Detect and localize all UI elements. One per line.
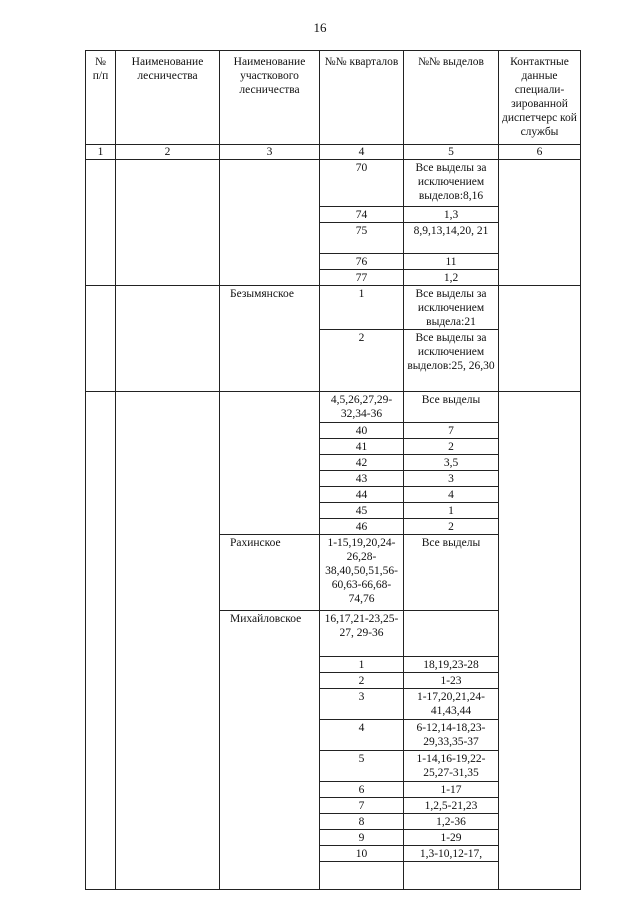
vydel-cell: 18,19,23-28 (404, 657, 499, 673)
vydel-cell: 1,3 (404, 207, 499, 223)
vydel-cell: 2 (404, 439, 499, 455)
kvartal-cell: 16,17,21-23,25-27, 29-36 (320, 611, 404, 657)
vydel-cell: 1-23 (404, 673, 499, 689)
lesnichestvo-cell (116, 286, 220, 392)
table-row (86, 392, 581, 423)
kvartal-cell: 43 (320, 471, 404, 487)
column-number: 6 (499, 145, 581, 160)
kvartal-cell: 4 (320, 720, 404, 751)
kvartal-cell: 10 (320, 846, 404, 862)
kvartal-cell: 45 (320, 503, 404, 519)
table-header-row (86, 51, 581, 145)
vydel-cell: 1,3-10,12-17, (404, 846, 499, 862)
vydel-cell: 1 (404, 503, 499, 519)
kvartal-cell: 41 (320, 439, 404, 455)
vydel-cell: Все выделы за исключением выдела:21 (404, 286, 499, 330)
vydel-cell: Все выделы (404, 392, 499, 423)
vydel-cell: 7 (404, 423, 499, 439)
header-cell: Наименование участкового лесничества (220, 51, 320, 145)
header-cell: Наименование лесничества (116, 51, 220, 145)
kvartal-cell: 1-15,19,20,24-26,28-38,40,50,51,56-60,63-66,68-74,76 (320, 535, 404, 611)
kvartal-cell: 7 (320, 798, 404, 814)
kvartal-cell: 77 (320, 270, 404, 286)
kvartal-cell: 44 (320, 487, 404, 503)
vydel-cell: 4 (404, 487, 499, 503)
uch-lesnichestvo-name: Рахинское (220, 535, 320, 611)
vydel-cell: Все выделы за исключением выделов:25, 26,30 (404, 330, 499, 392)
kvartal-cell (320, 862, 404, 890)
column-number: 2 (116, 145, 220, 160)
kvartal-cell: 75 (320, 223, 404, 254)
kvartal-cell: 2 (320, 330, 404, 392)
lesnichestvo-cell (116, 160, 220, 286)
num-cell (86, 160, 116, 286)
forestry-table (85, 50, 581, 890)
num-cell (86, 286, 116, 392)
kvartal-cell: 6 (320, 782, 404, 798)
contact-cell (499, 286, 581, 392)
kvartal-cell: 46 (320, 519, 404, 535)
kvartal-cell: 4,5,26,27,29-32,34-36 (320, 392, 404, 423)
page-number: 16 (313, 20, 327, 35)
kvartal-cell: 2 (320, 673, 404, 689)
vydel-cell: 3,5 (404, 455, 499, 471)
kvartal-cell: 74 (320, 207, 404, 223)
vydel-cell: 1-17,20,21,24-41,43,44 (404, 689, 499, 720)
column-number: 3 (220, 145, 320, 160)
vydel-cell: 1-14,16-19,22-25,27-31,35 (404, 751, 499, 782)
vydel-cell: 3 (404, 471, 499, 487)
kvartal-cell: 76 (320, 254, 404, 270)
header-cell: №№ выделов (404, 51, 499, 145)
contact-cell (499, 160, 581, 286)
kvartal-cell: 42 (320, 455, 404, 471)
column-number: 4 (320, 145, 404, 160)
header-cell: Контактные данные специали-зированной диспетчерс кой службы (499, 51, 581, 145)
kvartal-cell: 3 (320, 689, 404, 720)
kvartal-cell: 40 (320, 423, 404, 439)
kvartal-cell: 1 (320, 286, 404, 330)
vydel-cell: 2 (404, 519, 499, 535)
vydel-cell: 6-12,14-18,23-29,33,35-37 (404, 720, 499, 751)
kvartal-cell: 70 (320, 160, 404, 207)
vydel-cell: 11 (404, 254, 499, 270)
uch-lesnichestvo-name: Безымянское (220, 286, 320, 392)
uch-cell (220, 392, 320, 535)
table-row (86, 286, 581, 330)
lesnichestvo-cell (116, 392, 220, 890)
header-cell: № п/п (86, 51, 116, 145)
contact-cell (499, 392, 581, 890)
table-row (86, 160, 581, 207)
vydel-cell: Все выделы (404, 535, 499, 611)
header-cell: №№ кварталов (320, 51, 404, 145)
vydel-cell: 1-17 (404, 782, 499, 798)
kvartal-cell: 8 (320, 814, 404, 830)
vydel-cell: 1,2,5-21,23 (404, 798, 499, 814)
uch-lesnichestvo-name: Михайловское (220, 611, 320, 890)
uch-cell (220, 160, 320, 286)
num-cell (86, 392, 116, 890)
kvartal-cell: 9 (320, 830, 404, 846)
column-number-row (86, 145, 581, 160)
vydel-cell: 8,9,13,14,20, 21 (404, 223, 499, 254)
vydel-cell: 1-29 (404, 830, 499, 846)
vydel-cell: 1,2 (404, 270, 499, 286)
column-number: 1 (86, 145, 116, 160)
kvartal-cell: 5 (320, 751, 404, 782)
vydel-cell (404, 862, 499, 890)
column-number: 5 (404, 145, 499, 160)
kvartal-cell: 1 (320, 657, 404, 673)
vydel-cell: Все выделы за исключением выделов:8,16 (404, 160, 499, 207)
vydel-cell (404, 611, 499, 657)
vydel-cell: 1,2-36 (404, 814, 499, 830)
